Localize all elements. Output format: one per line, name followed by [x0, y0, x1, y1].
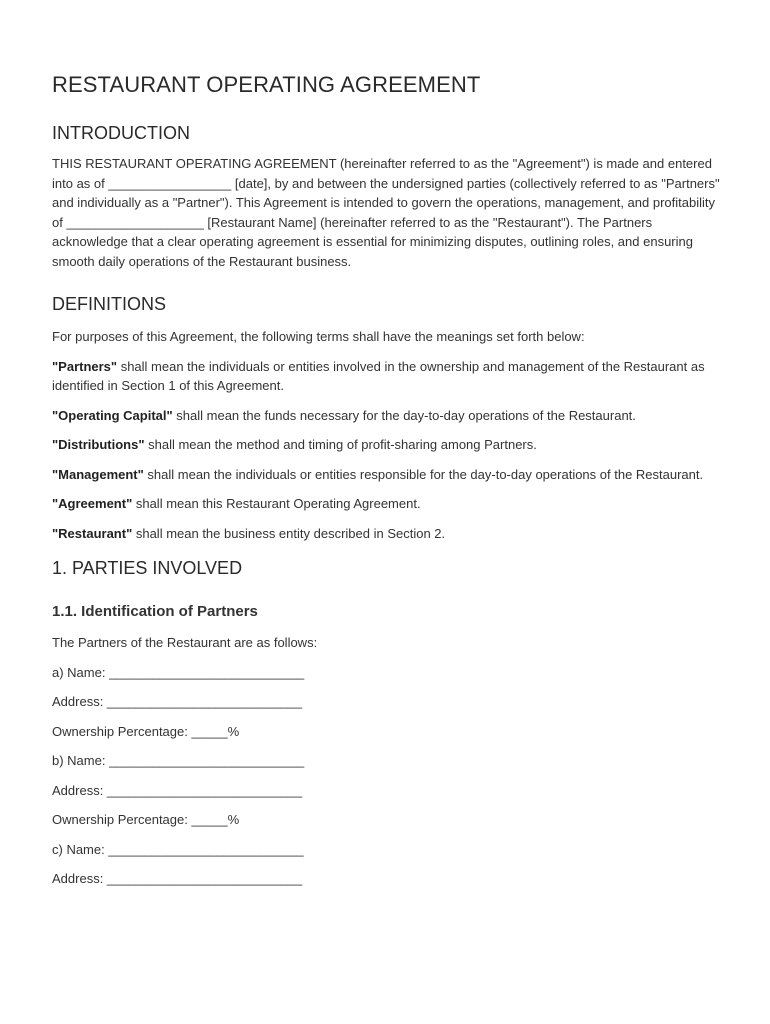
definition-text: shall mean this Restaurant Operating Agreement.: [132, 496, 421, 511]
partner-a-address-line: Address: ___________________________: [52, 694, 303, 709]
partner-c-address-line: Address: ___________________________: [52, 871, 303, 886]
definition-agreement: [52, 494, 724, 514]
definition-text: shall mean the individuals or entities responsible for the day-to-day operations of the Restaurant.: [143, 466, 704, 482]
definition-text: shall mean the business entity described in Section 2.: [132, 525, 446, 541]
definition-term: "Distributions": [52, 437, 145, 452]
definition-distributions: [52, 435, 724, 455]
definition-term: "Restaurant": [52, 525, 133, 541]
definition-management: [52, 465, 724, 485]
partner-c-name-line: c) Name: ___________________________: [52, 841, 304, 857]
definition-text: shall mean the method and timing of profit-sharing among Partners.: [144, 437, 537, 452]
definition-term: "Agreement": [52, 496, 133, 511]
partner-b-name-line: b) Name: ___________________________: [52, 753, 305, 768]
definitions-lead: For purposes of this Agreement, the following terms shall have the meanings set forth below:: [52, 329, 585, 344]
definition-term: "Management": [52, 466, 144, 482]
definition-term: "Operating Capital": [52, 407, 173, 423]
definition-term: "Partners": [52, 358, 118, 374]
definition-text: shall mean the individuals or entities involved in the ownership and management of the Restaurant as identified in Section 1 of this Agreement.: [52, 358, 705, 393]
section-1-heading: 1. PARTIES INVOLVED: [52, 558, 243, 578]
document-title: RESTAURANT OPERATING AGREEMENT: [52, 72, 481, 97]
definition-partners: [52, 357, 724, 396]
document-page: [52, 70, 724, 899]
definitions-heading: DEFINITIONS: [52, 294, 167, 314]
definition-text: shall mean the funds necessary for the day-to-day operations of the Restaurant.: [172, 407, 636, 423]
partner-a-name-line: a) Name: ___________________________: [52, 664, 305, 680]
partner-b-address-line: Address: ___________________________: [52, 782, 303, 798]
definition-restaurant: [52, 524, 724, 544]
definition-operating-capital: [52, 406, 724, 426]
section-1-1-heading: 1.1. Identification of Partners: [52, 603, 258, 620]
partner-b-ownership-line: Ownership Percentage: _____%: [52, 812, 240, 827]
introduction-heading: INTRODUCTION: [52, 123, 190, 143]
partner-a-ownership-line: Ownership Percentage: _____%: [52, 723, 240, 739]
partners-lead: The Partners of the Restaurant are as follows:: [52, 635, 318, 650]
introduction-paragraph: THIS RESTAURANT OPERATING AGREEMENT (hereinafter referred to as the "Agreement") is made and entered into as of _________________ [date], by and between the undersigned parties (collectively referred to as "Partners" and individually as a "Partner"). This Agreement is intended to govern the operations, management, and profitability of ___________________ [Restaurant Name] (hereinafter referred to as the "Restaurant"). The Partners acknowledge that a clear operating agreement is essential for minimizing disputes, outlining roles, and ensuring smooth daily operations of the Restaurant business.: [52, 156, 720, 269]
